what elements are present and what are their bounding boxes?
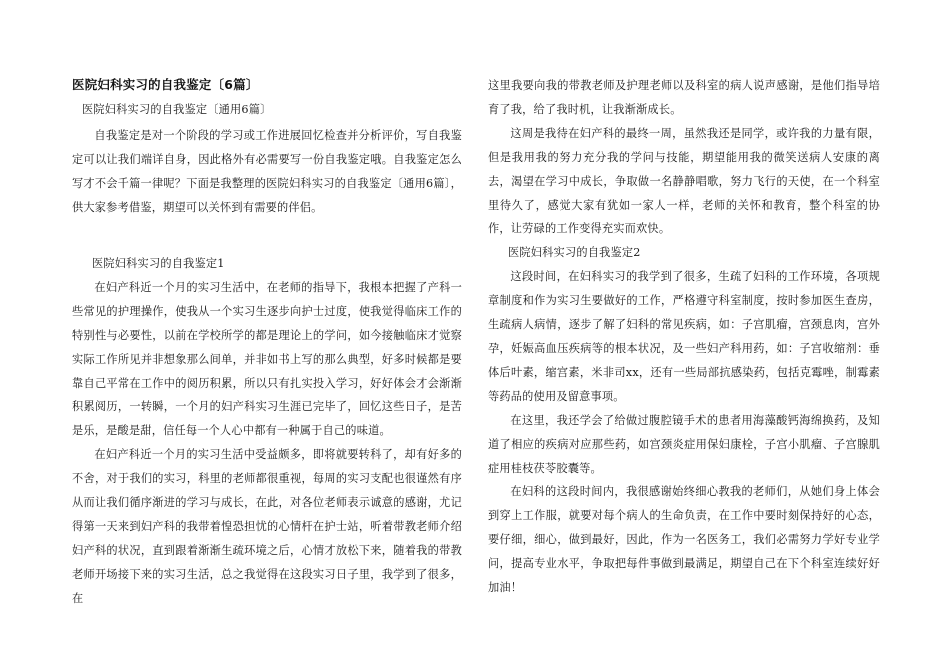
body-paragraph: 这段时间，在妇科实习的我学到了很多，生疏了妇科的工作环境，各项规章制度和作为实习生要做好的工作，严格遵守科室制度，按时参加医生查房，生疏病人病情，逐步了解了妇科的常见疾病，如：子宫肌瘤，宫颈息肉，宫外孕，妊娠高血压疾病等的根本状况，及一些妇产科用药，如：子宫收缩剂：垂体后叶素，缩宫素，米非司xx，还有一些局部抗感染药，包括克霉唑，制霉素等药品的使用及留意事项。 [488, 270, 880, 403]
section-heading: 医院妇科实习的自我鉴定2 [508, 246, 641, 260]
document-title: 医院妇科实习的自我鉴定〔6篇〕 [72, 77, 259, 92]
body-paragraph: 在妇产科近一个月的实习生活中，在老师的指导下，我根本把握了产科一些常见的护理操作，使我从一个实习生逐步向护士过度，使我觉得临床工作的特别性与必要性，以前在学校所学的都是理论上的学问，如今接触临床才觉察实际工作所见并非想象那么间单，并非如书上写的那么典型，好多时候都是要靠自己平常在工作中的阅历积累，所以只有扎实投入学习，好好体会才会渐渐积累阅历，一转瞬，一个月的妇产科实习生涯已完毕了，回忆这些日子，是苦是乐，是酸是甜，信任每一个人心中都有一种属于自己的味道。 [72, 280, 462, 438]
body-paragraph: 在妇科的这段时间内，我很感谢始终细心教我的老师们，从她们身上体会到穿上工作服，就要对每个病人的生命负责，在工作中要时刻保持好的心态，要仔细，细心，做到最好，因此，作为一名医务工，我们必需努力学好专业学问，提高专业水平，争取把每件事做到最满足，期望自己在下个科室连续好好加油！ [488, 485, 880, 595]
body-paragraph: 在妇产科近一个月的实习生活中受益颇多，即将就要转科了，却有好多的不舍，对于我们的实习，科里的老师都很重视，每周的实习支配也很谨然有序从而让我们循序渐进的学习与成长，在此，对各位老师表示诚意的感谢，尤记得第一天来到妇产科的我带着惶恐担忧的心情杆在护士站，听着带教老师介绍妇产科的状况，直到跟着渐渐生疏环境之后，心情才放松下来，随着我的带教老师开场接下来的实习生活，总之我觉得在这段实习日子里，我学到了很多，在 [72, 448, 462, 605]
body-paragraph-continued: 这里我要向我的带教老师及护理老师以及科室的病人说声感谢，是他们指导培育了我，给了我时机，让我渐渐成长。 [488, 79, 880, 116]
body-paragraph: 在这里，我还学会了给做过腹腔镜手术的患者用海藻酸钙海绵换药，及知道了相应的疾病对应那些药，如宫颈炎症用保妇康栓，子宫小肌瘤、子宫腺肌症用桂枝茯苓胶囊等。 [488, 413, 880, 475]
section-heading: 医院妇科实习的自我鉴定1 [92, 257, 225, 270]
document-subtitle: 医院妇科实习的自我鉴定〔通用6篇〕 [82, 103, 272, 116]
body-paragraph: 这周是我待在妇产科的最终一周，虽然我还是同学，或许我的力量有限，但是我用我的努力充分我的学问与技能，期望能用我的微笑送病人安康的离去，渴望在学习中成长，争取做一名静静唱歌，努力飞行的天使，在一个科室里待久了，感觉大家有犹如一家人一样，老师的关怀和教育，整个科室的协作，让劳碌的工作变得充实而欢快。 [488, 126, 880, 236]
intro-paragraph: 自我鉴定是对一个阶段的学习或工作进展回忆检查并分析评价，写自我鉴定可以让我们端详自身，因此格外有必需要写一份自我鉴定哦。自我鉴定怎么写才不会千篇一律呢？下面是我整理的医院妇科实习的自我鉴定〔通用6篇〕，供大家参考借鉴，期望可以关怀到有需要的伴侣。 [72, 129, 462, 214]
